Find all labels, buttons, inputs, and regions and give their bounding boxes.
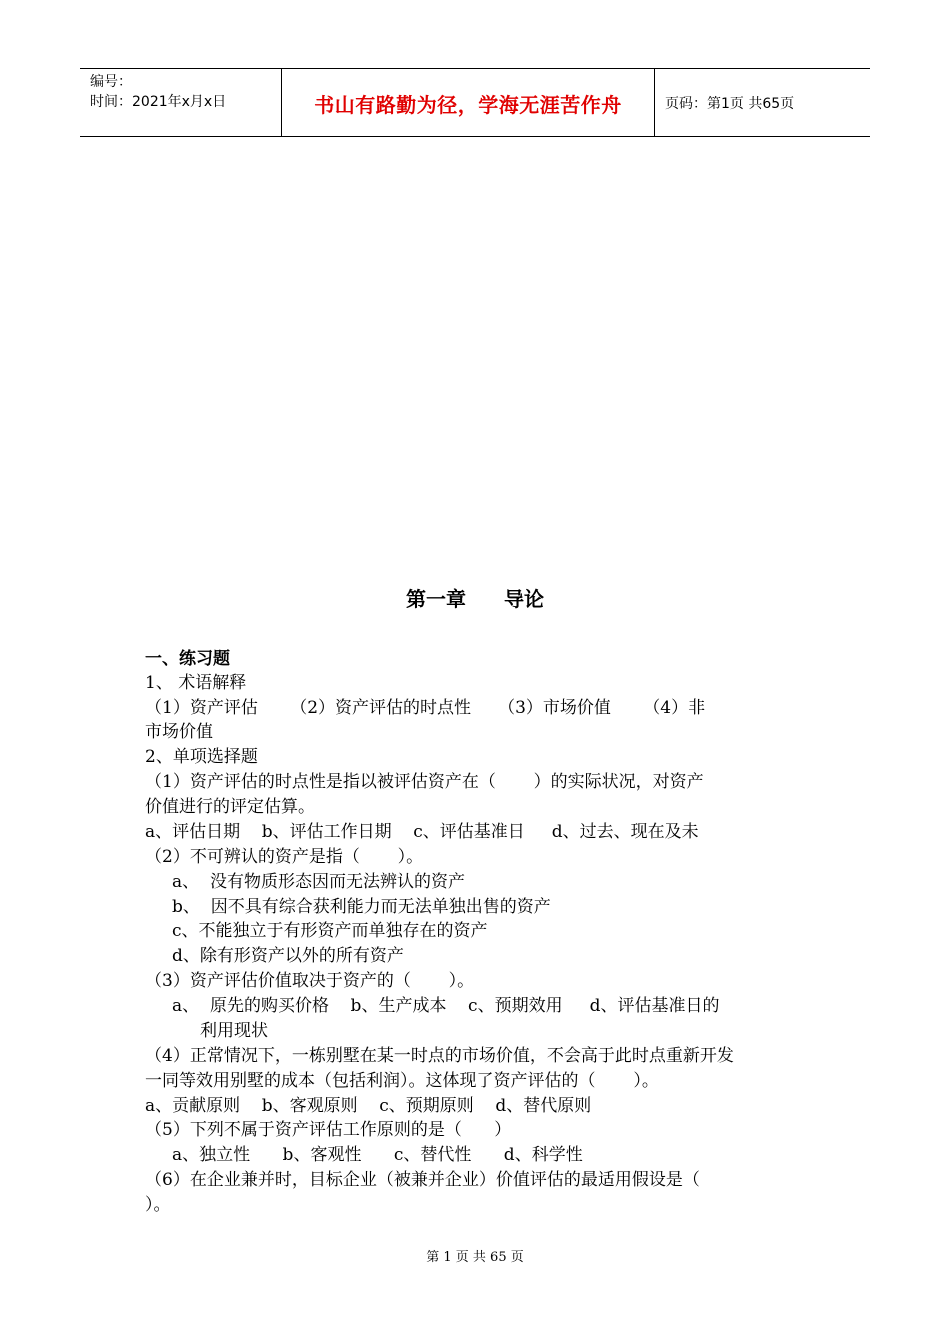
question-line: 一同等效用别墅的成本（包括利润）。这体现了资产评估的（ ）。 [145, 1071, 659, 1091]
option-item: a、 没有物质形态因而无法辨认的资产 [172, 872, 465, 892]
question-line: （2）不可辨认的资产是指（ ）。 [145, 847, 424, 867]
document-header [80, 68, 870, 137]
body-line: 2、单项选择题 [145, 747, 258, 767]
document-number-label: 编号： [90, 74, 132, 90]
option-item: c、不能独立于有形资产而单独存在的资产 [172, 921, 488, 941]
options-line: 利用现状 [200, 1021, 268, 1041]
question-line: （4）正常情况下，一栋别墅在某一时点的市场价值，不会高于此时点重新开发 [145, 1046, 734, 1066]
chapter-name: 导论 [504, 587, 544, 611]
body-line: （1）资产评估 （2）资产评估的时点性 （3）市场价值 （4）非 [145, 698, 706, 718]
options-line: a、 原先的购买价格 b、生产成本 c、预期效用 d、评估基准日的 [172, 996, 720, 1016]
section-title: 一、练习题 [145, 649, 230, 669]
question-line: （6）在企业兼并时，目标企业（被兼并企业）价值评估的最适用假设是（ [145, 1170, 700, 1190]
header-page-cell [655, 69, 870, 136]
header-meta-cell [80, 69, 282, 136]
header-page-info: 页码：第1页 共65页 [665, 96, 795, 112]
question-line: 价值进行的评定估算。 [145, 797, 315, 817]
question-line: （3）资产评估价值取决于资产的（ ）。 [145, 971, 475, 991]
chapter-title [0, 583, 950, 612]
header-motto: 书山有路勤为径，学海无涯苦作舟 [314, 93, 622, 117]
document-date-label: 时间：2021年x月x日 [90, 94, 227, 110]
options-line: a、贡献原则 b、客观原则 c、预期原则 d、替代原则 [145, 1096, 592, 1116]
question-line: ）。 [145, 1195, 171, 1215]
body-line: 市场价值 [145, 722, 213, 742]
options-line: a、独立性 b、客观性 c、替代性 d、科学性 [172, 1145, 583, 1165]
option-item: d、除有形资产以外的所有资产 [172, 946, 404, 966]
page-footer: 第 1 页 共 65 页 [426, 1250, 524, 1265]
body-line: 1、 术语解释 [145, 673, 247, 693]
options-line: a、评估日期 b、评估工作日期 c、评估基准日 d、过去、现在及未 [145, 822, 699, 842]
header-motto-cell [282, 69, 655, 136]
question-line: （5）下列不属于资产评估工作原则的是（ ） [145, 1120, 512, 1140]
option-item: b、 因不具有综合获利能力而无法单独出售的资产 [172, 897, 551, 917]
question-line: （1）资产评估的时点性是指以被评估资产在（ ）的实际状况，对资产 [145, 772, 704, 792]
chapter-number: 第一章 [406, 587, 466, 611]
